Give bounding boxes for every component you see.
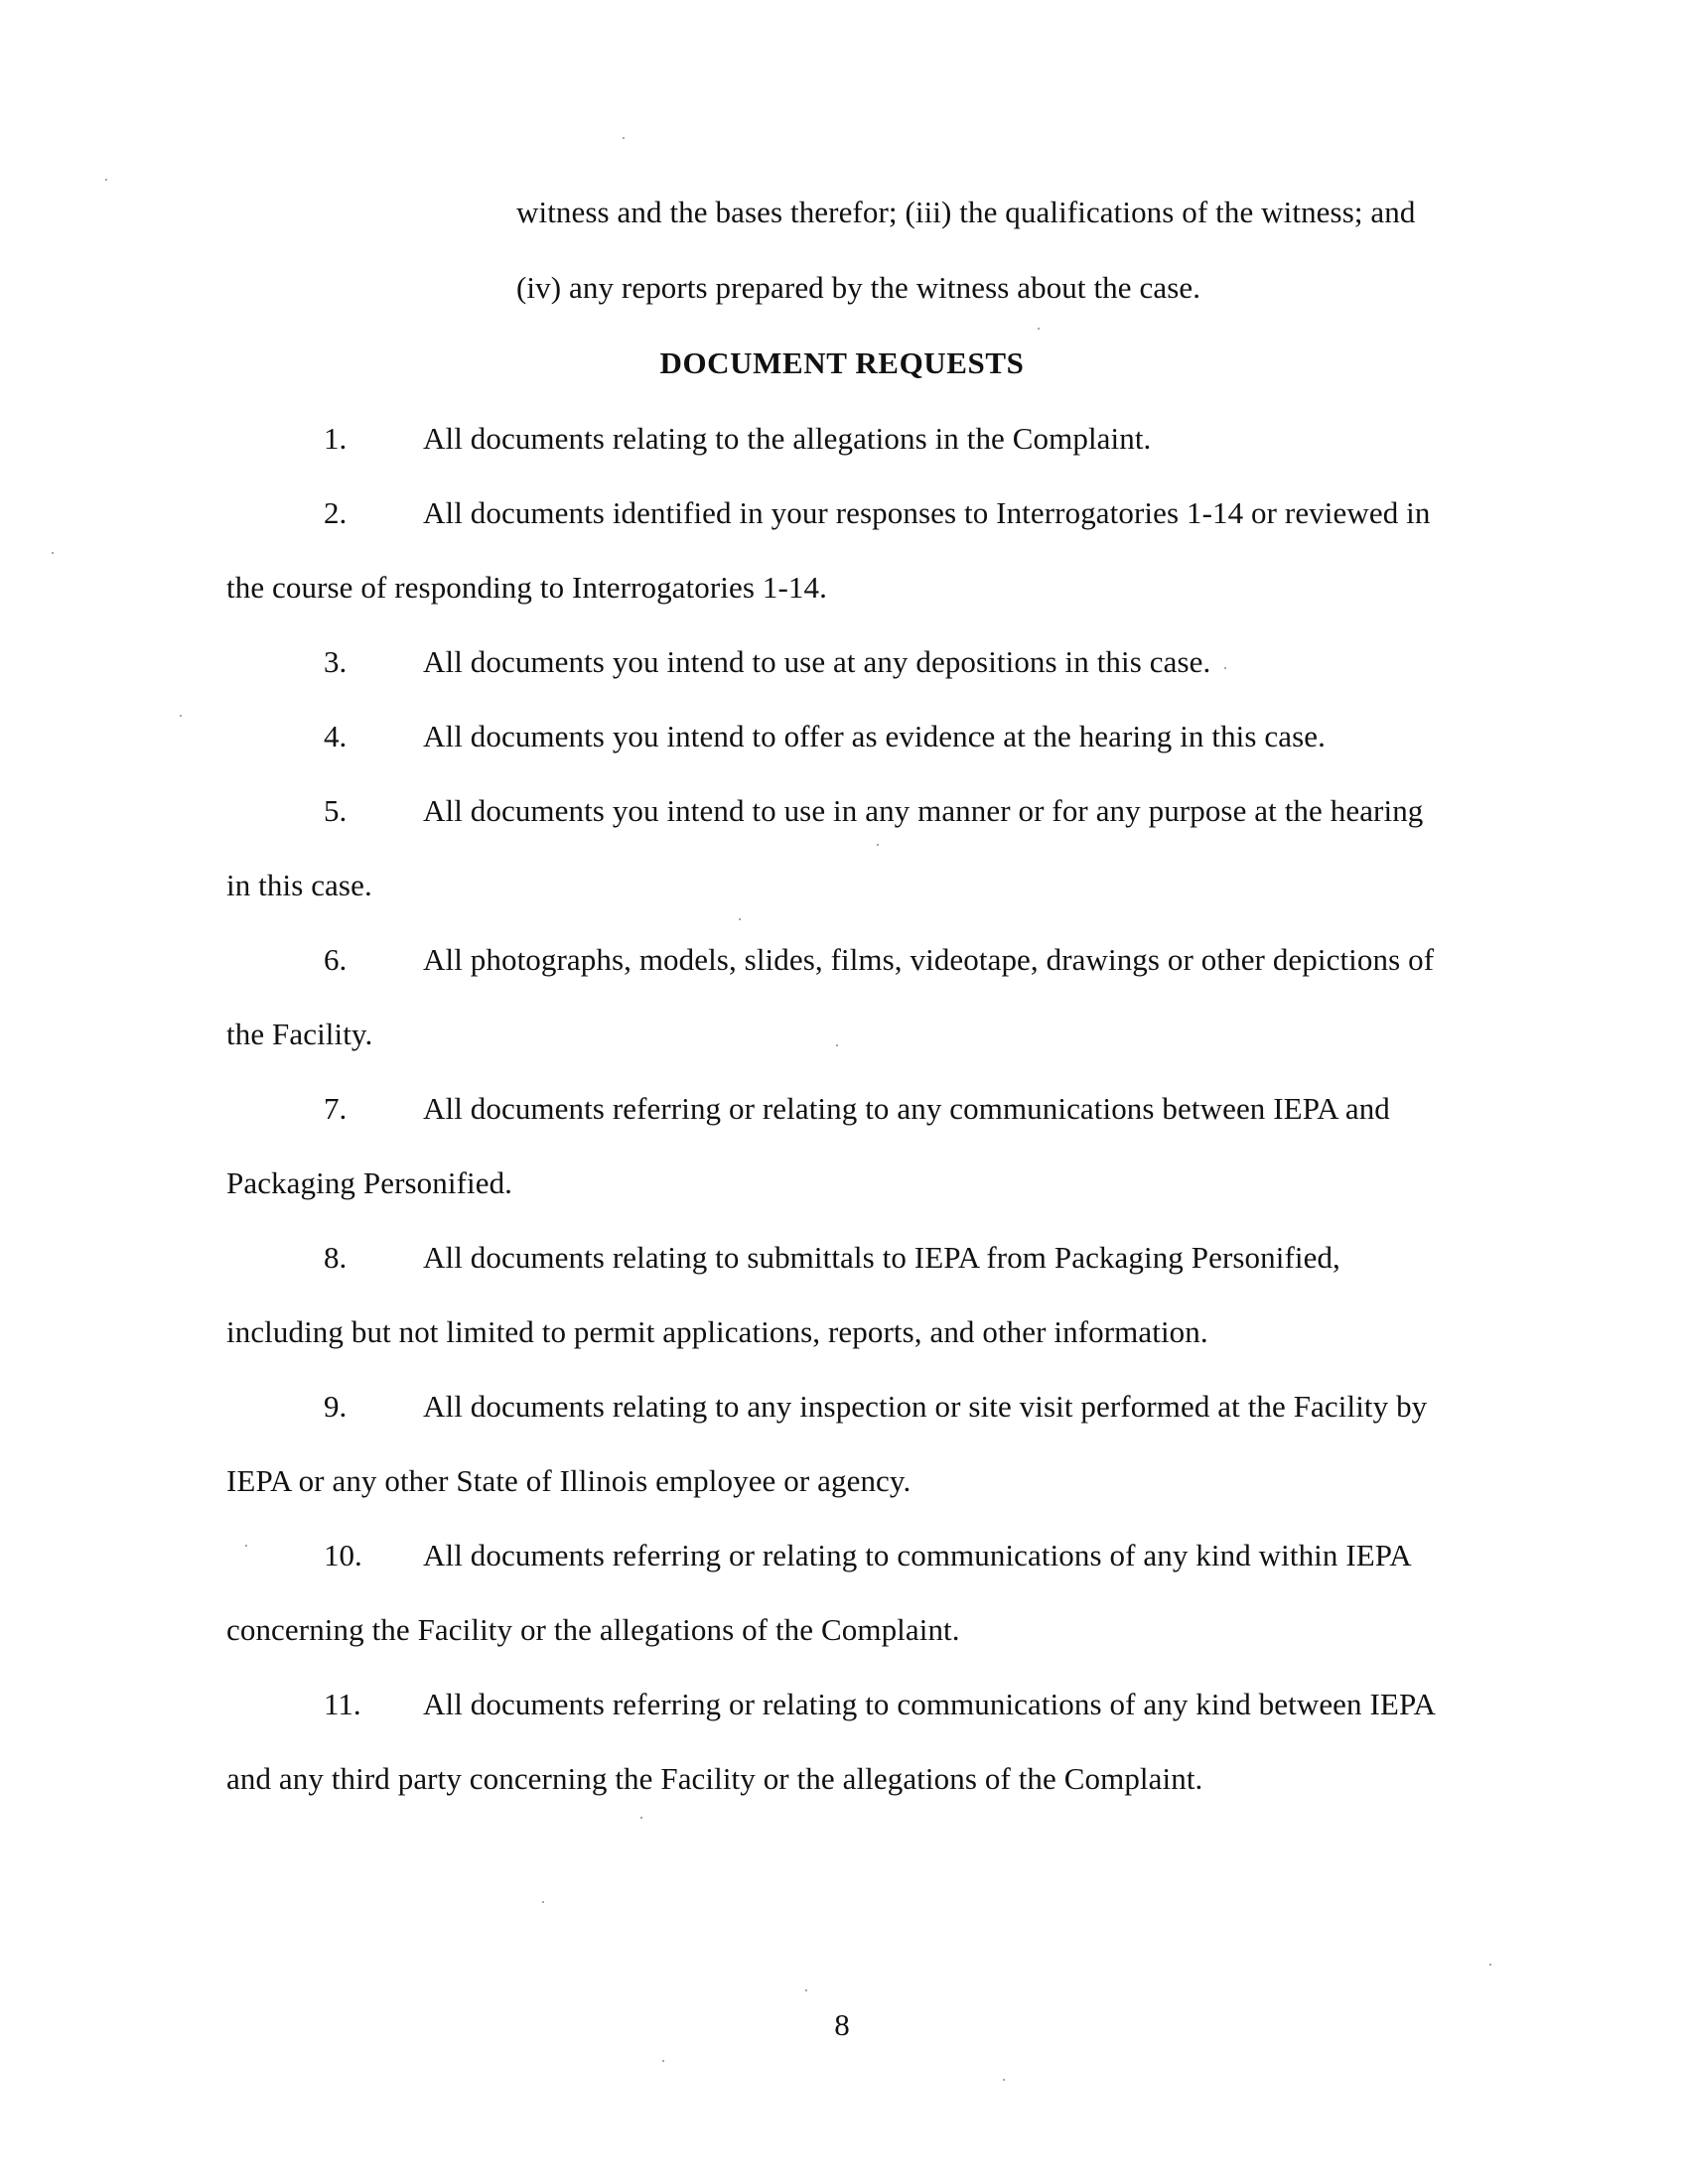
request-text-line: the Facility.	[226, 1017, 373, 1051]
scan-speck	[542, 1901, 544, 1903]
scan-speck	[1003, 2079, 1005, 2081]
request-number: 7.	[324, 1091, 348, 1126]
scan-speck	[640, 1817, 642, 1819]
request-text-line: All documents referring or relating to communications of any kind between IEPA	[423, 1687, 1436, 1721]
request-text-line: and any third party concerning the Facility or the allegations of the Complaint.	[226, 1761, 1203, 1796]
scan-speck	[1038, 328, 1040, 330]
continuation-line: (iv) any reports prepared by the witness about the case.	[516, 270, 1201, 305]
request-number: 9.	[324, 1389, 348, 1424]
scan-speck	[739, 918, 741, 920]
scan-speck	[836, 1044, 838, 1046]
request-text-line: All documents you intend to use in any manner or for any purpose at the hearing	[423, 793, 1424, 828]
page-number: 8	[834, 2007, 850, 2042]
request-text-line: the course of responding to Interrogatories 1-14.	[226, 570, 827, 605]
request-text-line: All documents you intend to offer as evidence at the hearing in this case.	[423, 719, 1327, 753]
scan-speck	[662, 2060, 664, 2062]
request-text-line: All documents referring or relating to any communications between IEPA and	[423, 1091, 1390, 1126]
request-text-line: All documents relating to any inspection or site visit performed at the Facility by	[423, 1389, 1428, 1424]
request-number: 3.	[324, 644, 348, 679]
request-text-line: All photographs, models, slides, films, videotape, drawings or other depictions of	[423, 942, 1435, 977]
request-number: 8.	[324, 1240, 348, 1275]
request-text-line: All documents referring or relating to communications of any kind within IEPA	[423, 1538, 1412, 1572]
request-text-line: All documents you intend to use at any depositions in this case.	[423, 644, 1211, 679]
scan-speck	[245, 1545, 247, 1547]
request-text-line: in this case.	[226, 868, 372, 902]
continuation-line: witness and the bases therefor; (iii) the qualifications of the witness; and	[516, 195, 1416, 229]
scan-speck	[623, 137, 625, 139]
scan-speck	[1224, 667, 1226, 669]
request-text-line: All documents relating to submittals to IEPA from Packaging Personified,	[423, 1240, 1340, 1275]
request-number: 10.	[324, 1538, 362, 1572]
request-number: 6.	[324, 942, 348, 977]
request-number: 4.	[324, 719, 348, 753]
request-text-line: concerning the Facility or the allegations of the Complaint.	[226, 1612, 960, 1647]
request-number: 2.	[324, 495, 348, 530]
request-text-line: All documents relating to the allegations in the Complaint.	[423, 421, 1152, 456]
request-number: 5.	[324, 793, 348, 828]
scan-speck	[105, 179, 107, 181]
scan-speck	[877, 844, 879, 846]
request-text-line: including but not limited to permit applications, reports, and other information.	[226, 1314, 1208, 1349]
request-number: 11.	[324, 1687, 361, 1721]
scan-speck	[52, 552, 54, 554]
request-text-line: All documents identified in your responses to Interrogatories 1-14 or reviewed in	[423, 495, 1431, 530]
request-text-line: Packaging Personified.	[226, 1165, 513, 1200]
request-number: 1.	[324, 421, 348, 456]
scan-speck	[180, 715, 182, 717]
request-text-line: IEPA or any other State of Illinois employee or agency.	[226, 1463, 912, 1498]
section-heading: DOCUMENT REQUESTS	[659, 345, 1025, 380]
scan-speck	[1489, 1964, 1491, 1966]
scan-speck	[805, 1989, 807, 1991]
